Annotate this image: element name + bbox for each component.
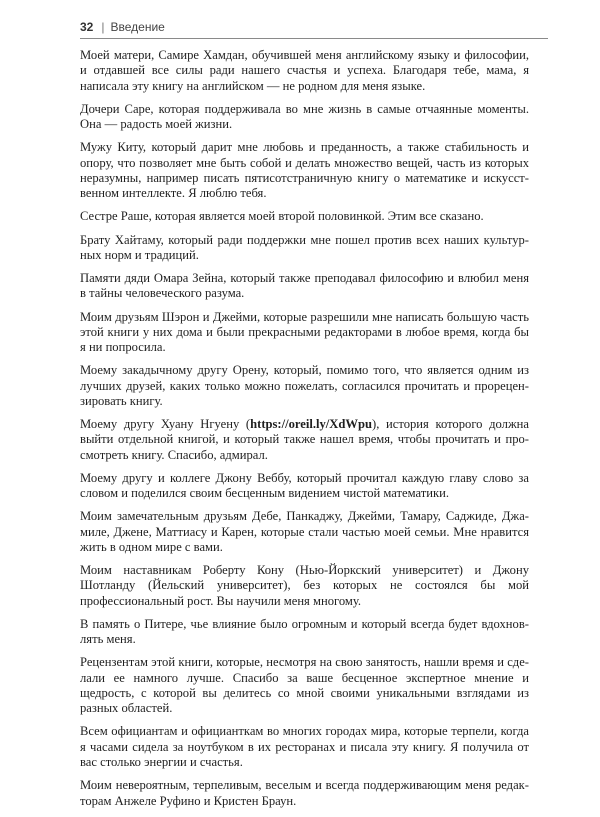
paragraph-colleague-john: Моему другу и коллеге Джону Веббу, который прочитал каждую главу слово за словом и поделился своим бесценным видением чистой математики. <box>80 470 529 501</box>
link-oreilly[interactable]: https://oreil.ly/XdWpu <box>250 417 373 432</box>
paragraph-brother: Брату Хайтаму, который ради поддержки мне пошел против всех наших культурных норм и традиций. <box>80 232 529 262</box>
acknowledgements-text <box>80 48 529 817</box>
paragraph-peter: В память о Питере, чье влияние было огромным и который всегда будет вдохновлять меня. <box>80 616 529 647</box>
section-title: Введение <box>110 20 165 34</box>
paragraph-waiters: Всем официантам и официанткам во многих городах мира, которые терпели, когда я часами сидела за ноутбуком в их ресторанах и писала эту книгу. Я получила от вас столько энергии и счастья. <box>80 724 529 770</box>
paragraph-mother: Моей матери, Самире Хамдан, обучившей меня английскому языку и философии, и отдавшей все силы ради нашего счастья и успеха. Благодаря тебе, мама, я написала эту книгу на английском — не родном для меня языке. <box>80 48 529 93</box>
paragraph-friend-juan <box>80 417 529 463</box>
paragraph-friends-sharon-jamie: Моим друзьям Шэрон и Джейми, которые разрешили мне написать большую часть этой книги у них дома и были прекрасными редакторами в любое время, когда бы я ни попросила. <box>80 309 529 355</box>
paragraph-friend-oren: Моему закадычному другу Орену, который, помимо того, что является одним из лучших друзей, каких только можно пожелать, согласился прочитать и прорецензировать книгу. <box>80 363 529 408</box>
page-number: 32 <box>80 20 94 34</box>
header-separator: | <box>101 20 105 34</box>
paragraph-wonderful-friends: Моим замечательным друзьям Дебе, Панкаджу, Джейми, Тамару, Саджиде, Джамиле, Джене, Маттиасу и Карен, которые стали частью моей семьи. Мне нравится жить в одном мире с вами. <box>80 509 529 554</box>
paragraph-husband: Мужу Киту, который дарит мне любовь и преданность, а также стабильность и опору, что позволяет мне быть собой и делать множество вещей, часть из которых неразумны, например писать пятисотстраничную книгу о математике и искусственном интеллекте. Я люблю тебя. <box>80 140 529 201</box>
running-header <box>80 19 540 35</box>
paragraph-daughter: Дочери Саре, которая поддерживала во мне жизнь в самые отчаянные моменты. Она — радость моей жизни. <box>80 101 529 132</box>
paragraph-friend-juan-before: Моему другу Хуану Нгуену ( <box>80 417 251 432</box>
paragraph-sister: Сестре Раше, которая является моей второй половинкой. Этим все сказано. <box>80 209 484 224</box>
paragraph-editors: Моим невероятным, терпеливым, веселым и всегда поддерживающим меня редакторам Анжеле Руфино и Кристен Браун. <box>80 778 529 808</box>
paragraph-uncle: Памяти дяди Омара Зейна, который также преподавал философию и влюбил меня в тайны человеческого разума. <box>80 271 529 301</box>
paragraph-friend-juan-after: ), история которого должна выйти отдельной книгой, и который также нашел время, чтобы прочитать и просмотреть книгу. Спасибо, адмирал. <box>80 417 529 462</box>
paragraph-mentors: Моим наставникам Роберту Кону (Нью-Йоркский университет) и Джону Шотланду (Йельский университет), без которых не состоялся бы мой профессиональный рост. Вы научили меня многому. <box>80 563 529 608</box>
paragraph-reviewers: Рецензентам этой книги, которые, несмотря на свою занятость, нашли время и сделали ее намного лучше. Спасибо за ваше бесценное экспертное мнение и щедрость, с которой вы делитесь со мной своими уникальными взглядами из разных областей. <box>80 655 529 716</box>
header-rule <box>80 38 548 39</box>
